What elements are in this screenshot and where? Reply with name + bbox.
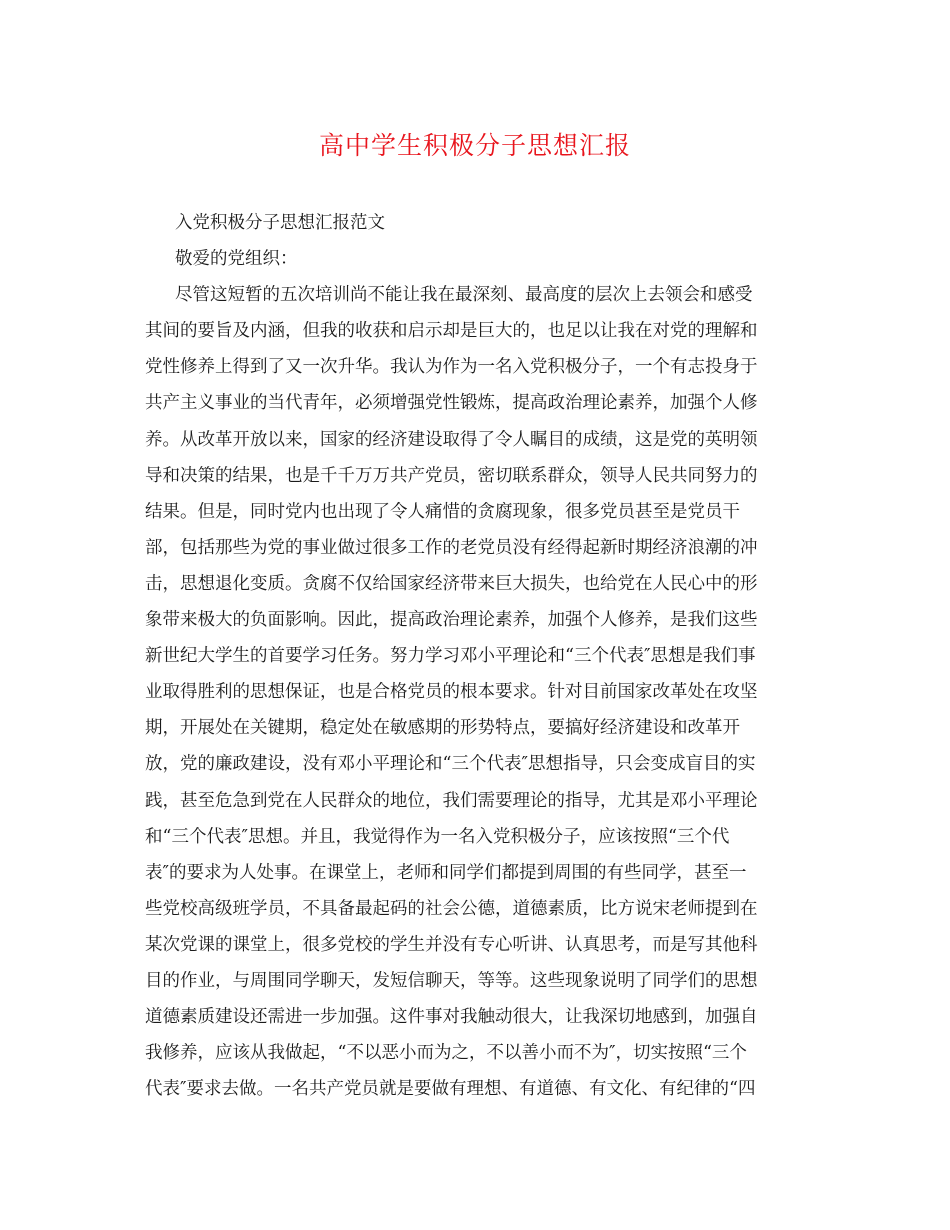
paragraph-line: 代表″要求去做。一名共产党员就是要做有理想、有道德、有文化、有纪律的“四	[145, 1079, 756, 1100]
paragraph-line: 党性修养上得到了又一次升华。我认为作为一名入党积极分子，一个有志投身于	[145, 357, 758, 378]
paragraph-line: 业取得胜利的思想保证，也是合格党员的根本要求。针对目前国家改革处在攻坚	[145, 682, 758, 703]
doc-line-subtitle: 入党积极分子思想汇报范文	[175, 213, 385, 233]
paragraph-line: 结果。但是，同时党内也出现了令人痛惜的贪腐现象，很多党员甚至是党员干	[145, 501, 740, 522]
paragraph-line: 和“三个代表″思想。并且，我觉得作为一名入党积极分子，应该按照“三个代	[145, 826, 730, 847]
paragraph-line: 共产主义事业的当代青年，必须增强党性锻炼，提高政治理论素养，加强个人修	[145, 393, 758, 414]
paragraph-line: 养。从改革开放以来，国家的经济建设取得了令人瞩目的成绩，这是党的英明领	[145, 429, 758, 450]
paragraph-line: 道德素质建设还需进一步加强。这件事对我触动很大，让我深切地感到，加强自	[145, 1007, 758, 1028]
document-title: 高中学生积极分子思想汇报	[318, 131, 631, 160]
paragraph-line: 部，包括那些为党的事业做过很多工作的老党员没有经得起新时期经济浪潮的冲	[145, 537, 758, 558]
paragraph-line: 其间的要旨及内涵，但我的收获和启示却是巨大的，也足以让我在对党的理解和	[145, 321, 758, 342]
paragraph-line: 放，党的廉政建设，没有邓小平理论和“三个代表″思想指导，只会变成盲目的实	[145, 754, 756, 775]
paragraph-line: 践，甚至危急到党在人民群众的地位，我们需要理论的指导，尤其是邓小平理论	[145, 790, 758, 811]
paragraph-line: 新世纪大学生的首要学习任务。努力学习邓小平理论和“三个代表″思想是我们事	[145, 646, 756, 667]
paragraph-line: 象带来极大的负面影响。因此，提高政治理论素养，加强个人修养，是我们这些	[145, 610, 758, 631]
paragraph-line: 我修养，应该从我做起，“不以恶小而为之，不以善小而不为″，切实按照“三个	[145, 1043, 747, 1064]
paragraph-line: 些党校高级班学员，不具备最起码的社会公德，道德素质，比方说宋老师提到在	[145, 898, 758, 919]
paragraph-line: 表″的要求为人处事。在课堂上，老师和同学们都提到周围的有些同学，甚至一	[145, 862, 747, 883]
paragraph-line: 击，思想退化变质。贪腐不仅给国家经济带来巨大损失，也给党在人民心中的形	[145, 573, 758, 594]
paragraph-line: 尽管这短暂的五次培训尚不能让我在最深刻、最高度的层次上去领会和感受	[175, 285, 753, 306]
document-body	[145, 205, 808, 1107]
paragraph-line: 导和决策的结果，也是千千万万共产党员，密切联系群众，领导人民共同努力的	[145, 465, 758, 486]
doc-line-salutation: 敬爱的党组织：	[175, 249, 298, 270]
paragraph-line: 目的作业，与周围同学聊天，发短信聊天，等等。这些现象说明了同学们的思想	[145, 970, 758, 991]
paragraph-line: 某次党课的课堂上，很多党校的学生并没有专心听讲、认真思考，而是写其他科	[145, 934, 758, 955]
paragraph-line: 期，开展处在关键期，稳定处在敏感期的形势特点，要搞好经济建设和改革开	[145, 718, 740, 739]
